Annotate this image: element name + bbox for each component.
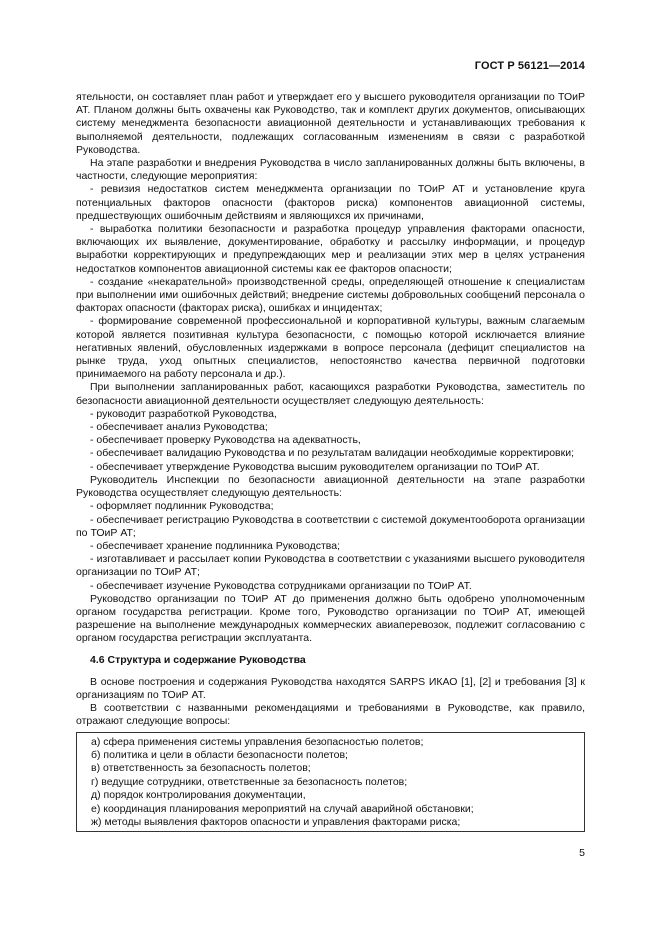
paragraph: Руководитель Инспекции по безопасности авиационной деятельности на этапе разработки Руководства осуществляет следующую деятельность: xyxy=(76,473,585,500)
paragraph: На этапе разработки и внедрения Руководства в число запланированных должны быть включены, в частности, следующие мероприятия: xyxy=(76,157,585,183)
topic-item: ж) методы выявления факторов опасности и управления факторами риска; xyxy=(91,815,461,828)
list-item: - руководит разработкой Руководства, xyxy=(90,407,277,420)
list-item: - создание «некарательной» производственной среды, определяющей отношение к специалистам при выполнении ими ошибочных действий; внедрение системы добровольных сообщений персонала о факторах опасности (факторах риска), ошибках и инцидентах; xyxy=(76,275,585,315)
list-item: - обеспечивает изучение Руководства сотрудниками организации по ТОиР АТ. xyxy=(90,579,472,592)
list-item: - ревизия недостатков систем менеджмента организации по ТОиР АТ и установление круга потенциальных факторов опасности (факторов риска) компонентов авиационной системы, предшествующих ошибочным действиям и являющихся их причинами, xyxy=(76,183,585,222)
paragraph: ятельности, он составляет план работ и утверждает его у высшего руководителя организации по ТОиР АТ. Планом должны быть охвачены как Руководство, так и комплект других документов, описывающих систему менеджмента безопасности авиационной деятельности и устанавливающих требования к выполняемой деятельности, подлежащих согласованным изменениям в связи с разработкой Руководства. xyxy=(76,91,585,156)
list-item: - обеспечивает утверждение Руководства высшим руководителем организации по ТОиР АТ. xyxy=(90,460,540,473)
list-item: - обеспечивает хранение подлинника Руководства; xyxy=(90,539,340,552)
list-item: - выработка политики безопасности и разработка процедур управления факторами опасности, включающих их выявление, документирование, обработку и рассылку информации, и процедур выработки корректирующих и предупреждающих мер и реализации этих мер в целях устранения недостатков компонентов авиационной системы как ее факторов опасности; xyxy=(76,223,585,275)
page-body xyxy=(76,91,585,832)
topic-item: а) сфера применения системы управления безопасностью полетов; xyxy=(91,735,424,748)
section-heading: 4.6 Структура и содержание Руководства xyxy=(90,653,306,666)
list-item: - обеспечивает регистрацию Руководства в соответствии с системой документооборота организации по ТОиР АТ; xyxy=(76,513,585,539)
topic-item: д) порядок контролирования документации, xyxy=(91,789,306,802)
topic-item: б) политика и цели в области безопасности полетов; xyxy=(91,748,348,761)
list-item: - обеспечивает валидацию Руководства и по результатам валидации необходимые корректировки; xyxy=(90,447,575,460)
list-item: - изготавливает и рассылает копии Руководства в соответствии с указаниями высшего руководителя организации по ТОиР АТ; xyxy=(76,553,585,579)
paragraph: В соответствии с названными рекомендациями и требованиями в Руководстве, как правило, отражают следующие вопросы: xyxy=(76,702,585,728)
topic-item: г) ведущие сотрудники, ответственные за безопасность полетов; xyxy=(91,775,408,788)
list-item: - формирование современной профессиональной и корпоративной культуры, важным слагаемым которой является позитивная культура безопасности, с помощью которой исключается влияние негативных явлений, обусловленных издержками в вопросе персонала (дефицит специалистов на рынке труда, уход опытных специалистов, непостоянство качества первичной подготовки принимаемого на работу персонала и др.). xyxy=(76,315,585,381)
list-item: - обеспечивает проверку Руководства на адекватность, xyxy=(90,434,361,447)
list-item: - оформляет подлинник Руководства; xyxy=(90,500,274,513)
paragraph: Руководство организации по ТОиР АТ до применения должно быть одобрено уполномоченным органом государства регистрации. Кроме того, Руководство организации по ТОиР АТ, имеющей разрешение на выполнение международных коммерческих авиаперевозок, подлежит согласованию с органом государства регистрации эксплуатанта. xyxy=(76,592,585,645)
topic-item: е) координация планирования мероприятий на случай аварийной обстановки; xyxy=(91,802,474,815)
topics-box xyxy=(76,732,585,833)
page-number: 5 xyxy=(579,847,585,859)
topic-item: в) ответственность за безопасность полетов; xyxy=(91,762,311,775)
paragraph: При выполнении запланированных работ, касающихся разработки Руководства, заместитель по безопасности авиационной деятельности осуществляет следующую деятельность: xyxy=(76,381,585,407)
paragraph: В основе построения и содержания Руководства находятся SARPS ИКАО [1], [2] и требования [3] к организациям по ТОиР АТ. xyxy=(76,675,585,701)
list-item: - обеспечивает анализ Руководства; xyxy=(90,421,268,434)
standard-designation: ГОСТ Р 56121—2014 xyxy=(474,60,585,72)
